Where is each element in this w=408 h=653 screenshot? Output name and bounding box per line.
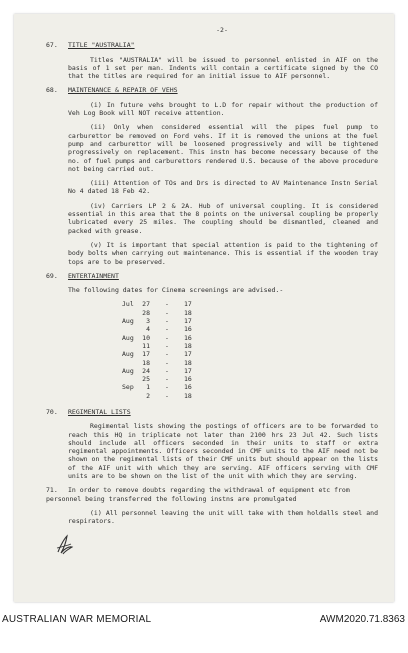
cinema-date-day: 10 [142,333,150,342]
section-68-para-1: (i) In future vehs brought to L.D for repair without the production of Veh Log Book will NOT receive attention. [68,100,378,118]
cinema-date-dash: - [165,325,169,334]
cinema-date-value: 18 [184,341,192,350]
section-68-heading [46,86,378,94]
cinema-date-day: 2 [146,391,150,400]
cinema-date-value: 18 [184,308,192,317]
cinema-date-day: 1 [146,383,150,392]
cinema-date-row [122,325,204,333]
cinema-date-dash: - [165,350,169,359]
cinema-date-day: 28 [142,308,150,317]
section-69-intro: The following dates for Cinema screenings are advised.- [68,286,284,295]
cinema-date-dash: - [165,333,169,342]
cinema-date-value: 16 [184,325,192,334]
section-70-heading [46,408,378,416]
section-68-para-3: (iii) Attention of TOs and Drs is directed to AV Maintenance Instn Serial No 4 dated 18 Feb 42. [68,179,378,196]
archive-footer [0,610,408,653]
cinema-date-value: 17 [184,300,192,309]
cinema-date-row [122,309,204,317]
cinema-date-row [122,359,204,367]
section-71-heading [46,486,378,503]
section-67-body: Titles "AUSTRALIA" will be issued to personnel enlisted in AIF on the basis of 1 set per man. Indents will contain a certificate signed by the CO that the titles are required for an initial issue to AIF personnel. [68,55,378,81]
cinema-date-month [122,309,136,317]
cinema-date-dash: - [165,300,169,309]
cinema-date-row [122,334,204,342]
cinema-date-day: 24 [142,366,150,375]
cinema-date-dash: - [165,358,169,367]
section-68-para-2: (ii) Only when considered essential will the pipes fuel pump to carburettor be removed on Ford vehs. If it is removed the unions at the fuel pump and carburettor will be loosened progressively and will be tightened progressively on replacement. This instn has become necessary because of the no. of fuel pumps and carburettors rendered U.S. because of the above procedure not being carried out. [68,123,378,173]
cinema-date-dash: - [165,375,169,384]
cinema-date-month [122,359,136,367]
cinema-date-day: 27 [142,300,150,309]
cinema-date-value: 16 [184,333,192,342]
cinema-date-dash: - [165,308,169,317]
cinema-date-month: Jul [122,300,134,309]
cinema-date-month: Aug [122,317,134,326]
section-69-title: ENTERTAINMENT [68,271,119,280]
cinema-date-value: 16 [184,375,192,384]
cinema-date-month: Sep [122,383,134,392]
section-68-para-4: (iv) Carriers LP 2 & 2A. Hub of universal coupling. It is considered essential in this area that the 8 points on the universal coupling be properly lubricated every 25 miles. The coupling should be dismantled, cleaned and packed with grease. [68,201,378,235]
cinema-date-month: Aug [122,333,134,342]
section-70-number: 70. [46,407,58,416]
cinema-date-month: Aug [122,350,134,359]
section-67-number: 67. [46,41,58,50]
section-67-heading [46,41,378,49]
cinema-date-month: Aug [122,366,134,375]
cinema-date-row [122,342,204,350]
section-67-title: TITLE "AUSTRALIA" [68,41,135,50]
cinema-date-row [122,300,204,308]
cinema-date-row [122,367,204,375]
footer-institution: AUSTRALIAN WAR MEMORIAL [2,614,152,625]
cinema-date-value: 17 [184,317,192,326]
section-69-number: 69. [46,271,58,280]
cinema-date-row [122,350,204,358]
section-68-para-5: (v) It is important that special attention is paid to the tightening of body bolts when carrying out maintenance. This is essential if the wooden tray tops are to be preserved. [68,240,378,266]
section-68-title: MAINTENANCE & REPAIR OF VEHS [68,86,178,95]
cinema-date-dash: - [165,383,169,392]
section-68-number: 68. [46,86,58,95]
page-number: -2- [216,26,228,34]
cinema-date-day: 3 [146,317,150,326]
cinema-date-value: 18 [184,391,192,400]
cinema-date-month [122,375,136,383]
cinema-date-dash: - [165,366,169,375]
cinema-date-row [122,317,204,325]
section-71-number: 71. [46,486,58,495]
cinema-date-dash: - [165,317,169,326]
document-body [46,26,378,532]
cinema-date-row [122,392,204,400]
footer-catalogue-id: AWM2020.71.8363 [319,614,405,625]
section-69-heading [46,272,378,280]
cinema-dates-table [122,300,204,400]
cinema-date-value: 18 [184,358,192,367]
cinema-date-row [122,375,204,383]
cinema-date-value: 17 [184,350,192,359]
section-71-para-1: (i) All personnel leaving the unit will take with them holdalls steel and respirators. [68,508,378,526]
section-70-title: REGIMENTAL LISTS [68,407,131,416]
cinema-date-day: 4 [146,325,150,334]
section-71-body: In order to remove doubts regarding the withdrawal of equipment etc from personnel being transferred the following instns are promulgated [46,486,350,503]
cinema-date-month [122,342,136,350]
cinema-date-day: 25 [142,375,150,384]
section-70-body: Regimental lists showing the postings of officers are to be forwarded to reach this HQ in triplicate not later than 2100 hrs 23 Jul 42. Such lists should include all officers seconded in their units to staff or extra regimental appointments. Officers seconded in CMF units to the AIF need not be shown on the regimental lists of their CMF units but should appear on the lists of the AIF unit with which they are serving. AIF officers serving with CMF units are to be shown on the list of the unit with which they are serving. [68,422,378,481]
cinema-date-dash: - [165,341,169,350]
cinema-date-row [122,383,204,391]
cinema-date-value: 17 [184,366,192,375]
cinema-date-dash: - [165,391,169,400]
cinema-date-value: 16 [184,383,192,392]
cinema-date-day: 18 [142,358,150,367]
cinema-date-day: 11 [142,341,150,350]
cinema-date-month [122,392,136,400]
cinema-date-day: 17 [142,350,150,359]
handwritten-initials [55,534,75,556]
cinema-date-month [122,325,136,333]
